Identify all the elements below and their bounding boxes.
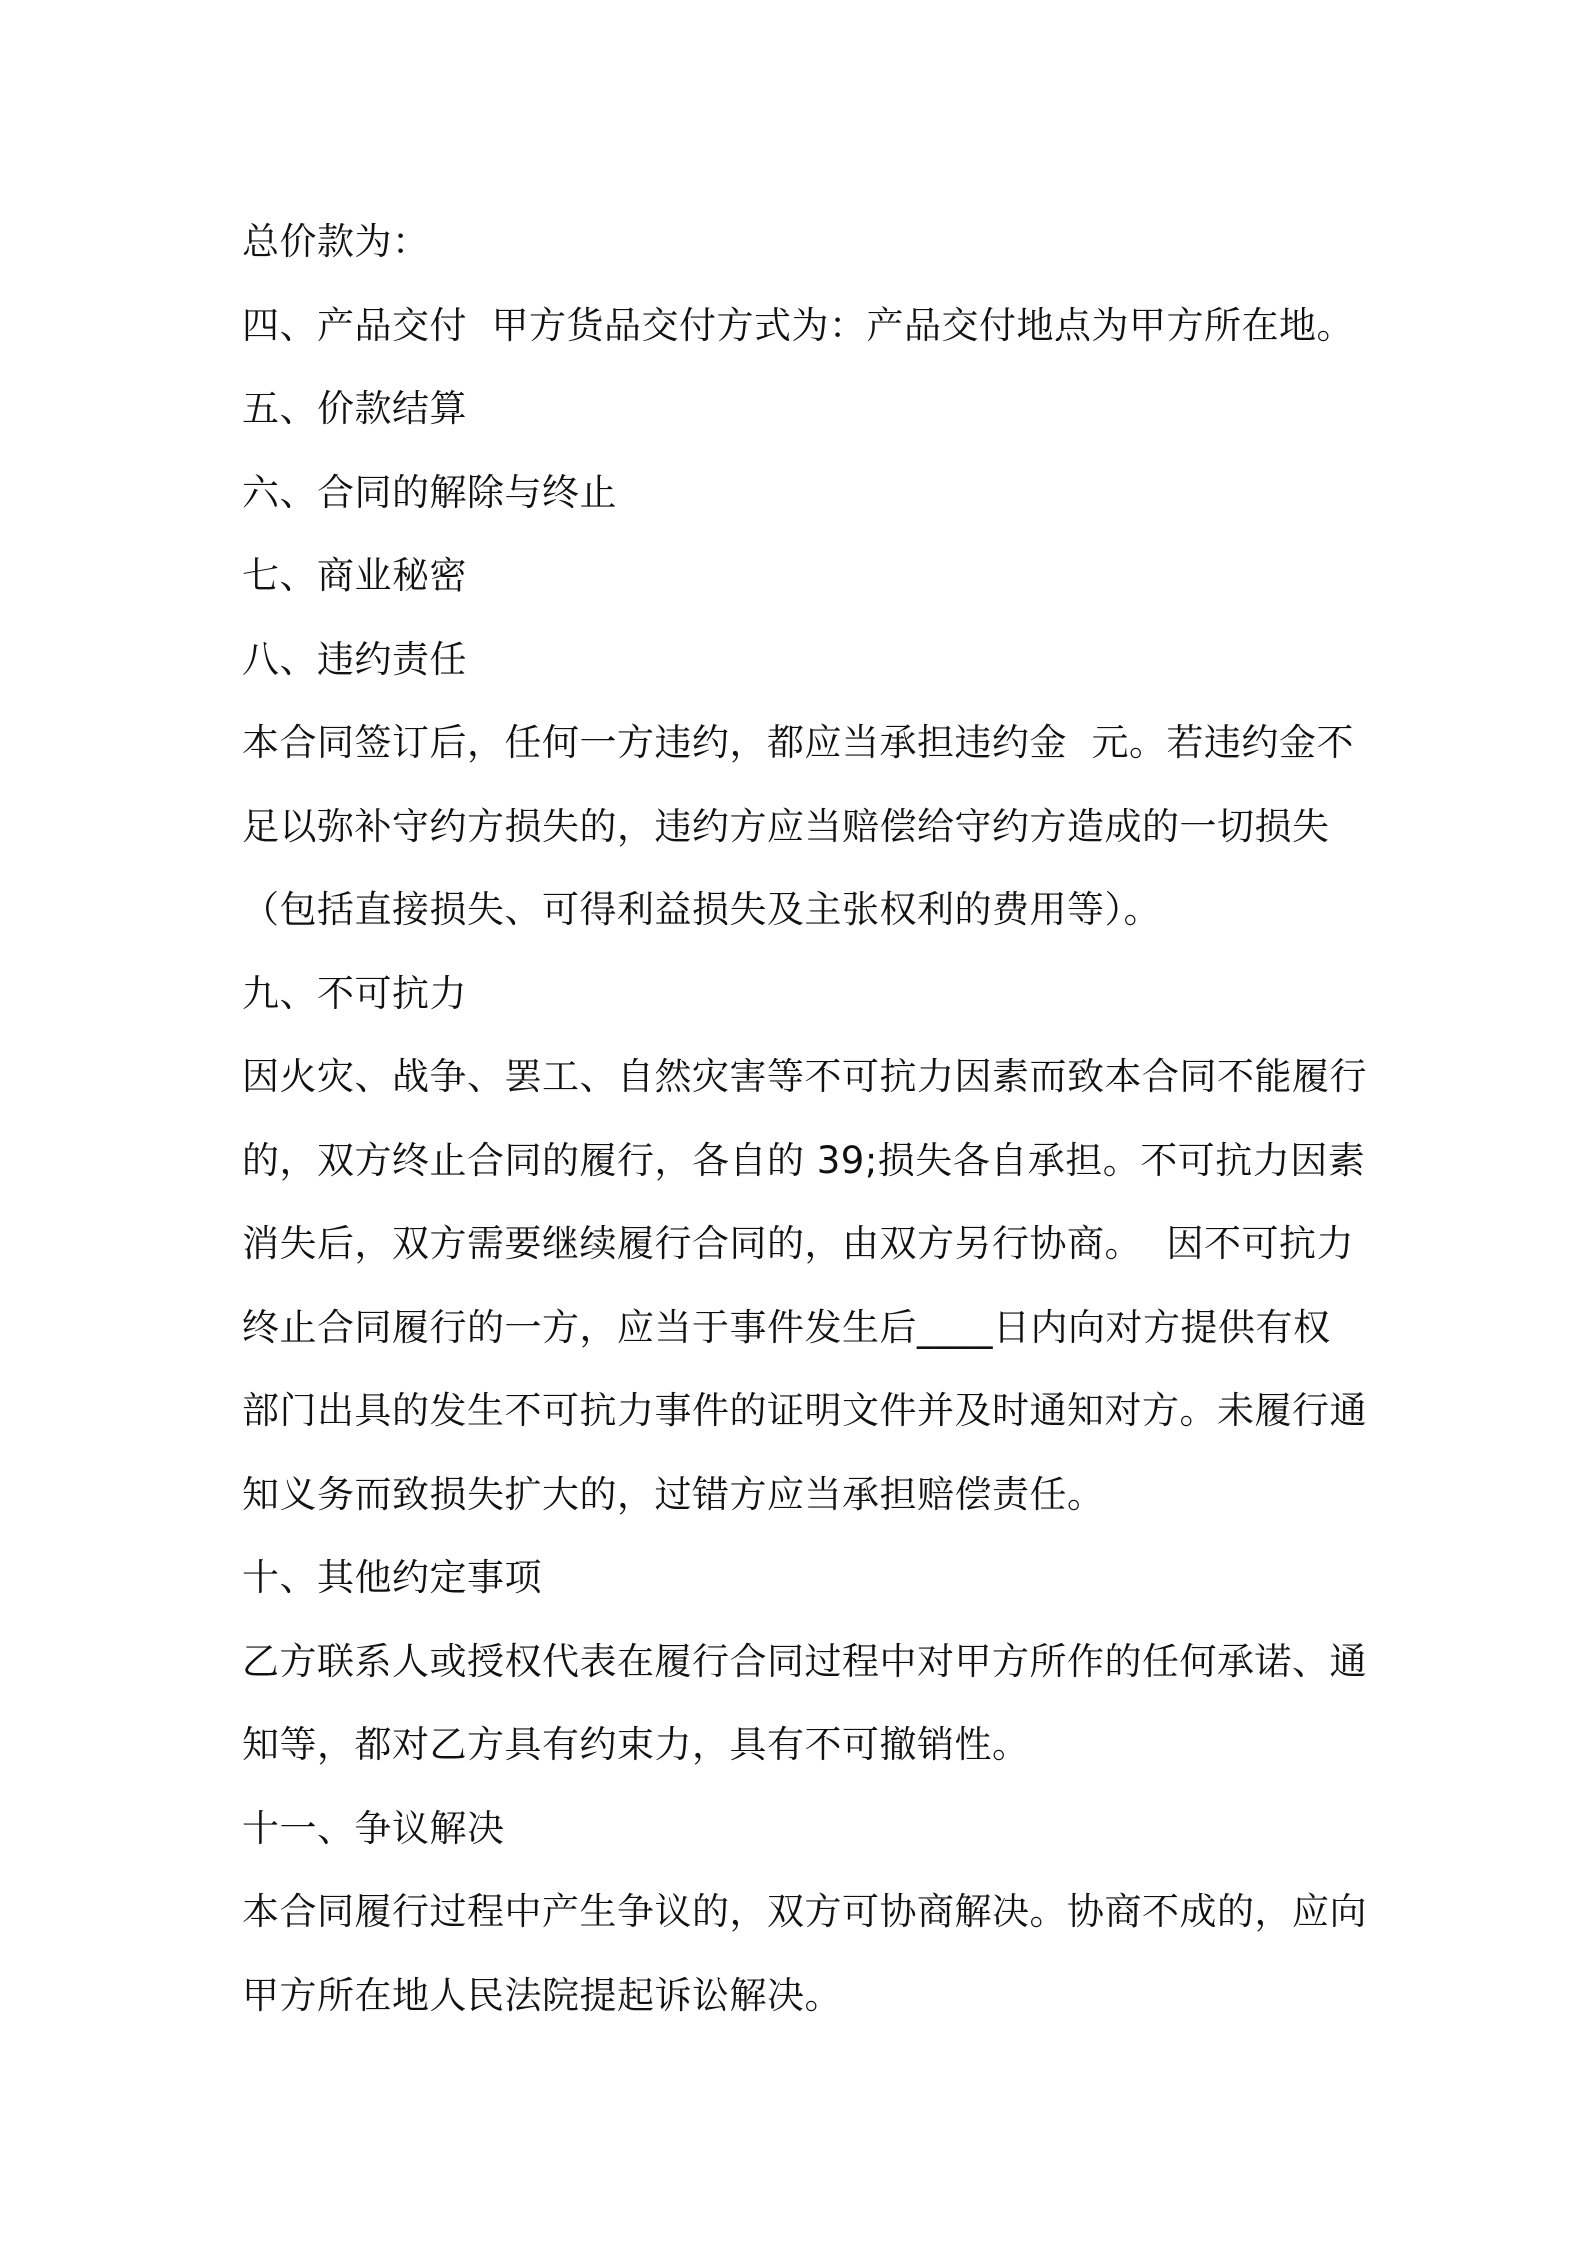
breach-text-line-2: 足以弥补守约方损失的，违约方应当赔偿给守约方造成的一切损失 [242,804,1330,848]
dispute-line-2: 甲方所在地人民法院提起诉讼解决。 [242,1973,842,2017]
force-majeure-line-2: 的，双方终止合同的履行，各自的 39;损失各自承担。不可抗力因素 [242,1138,1366,1182]
force-majeure-line-5: 部门出具的发生不可抗力事件的证明文件并及时通知对方。未履行通 [242,1389,1367,1432]
other-terms-line-1: 乙方联系人或授权代表在履行合同过程中对甲方所作的任何承诺、通 [242,1639,1367,1683]
section-4-heading: 四、产品交付 甲方货品交付方式为：产品交付地点为甲方所在地。 [242,303,1355,347]
breach-text-line-1: 本合同签订后，任何一方违约，都应当承担违约金 元。若违约金不 [242,721,1355,764]
other-terms-line-2: 知等，都对乙方具有约束力，具有不可撤销性。 [242,1723,1030,1766]
section-11-heading: 十一、争议解决 [242,1806,505,1850]
document-body [242,200,1367,2037]
total-price-line: 总价款为： [242,220,430,263]
force-majeure-line-4: 终止合同履行的一方，应当于事件发生后____日内向对方提供有权 [242,1305,1331,1349]
section-9-heading: 九、不可抗力 [242,971,467,1015]
section-8-heading: 八、违约责任 [242,637,467,681]
section-10-heading: 十、其他约定事项 [242,1556,542,1599]
dispute-line-1: 本合同履行过程中产生争议的，双方可协商解决。协商不成的，应向 [242,1890,1367,1933]
section-6-heading: 六、合同的解除与终止 [242,470,617,514]
breach-text-line-3: （包括直接损失、可得利益损失及主张权利的费用等）。 [242,888,1161,931]
section-7-heading: 七、商业秘密 [242,554,467,597]
force-majeure-line-3: 消失后，双方需要继续履行合同的，由双方另行协商。 因不可抗力 [242,1222,1355,1265]
force-majeure-line-1: 因火灾、战争、罢工、自然灾害等不可抗力因素而致本合同不能履行 [242,1055,1367,1098]
force-majeure-line-6: 知义务而致损失扩大的，过错方应当承担赔偿责任。 [242,1472,1105,1516]
section-5-heading: 五、价款结算 [242,387,467,430]
